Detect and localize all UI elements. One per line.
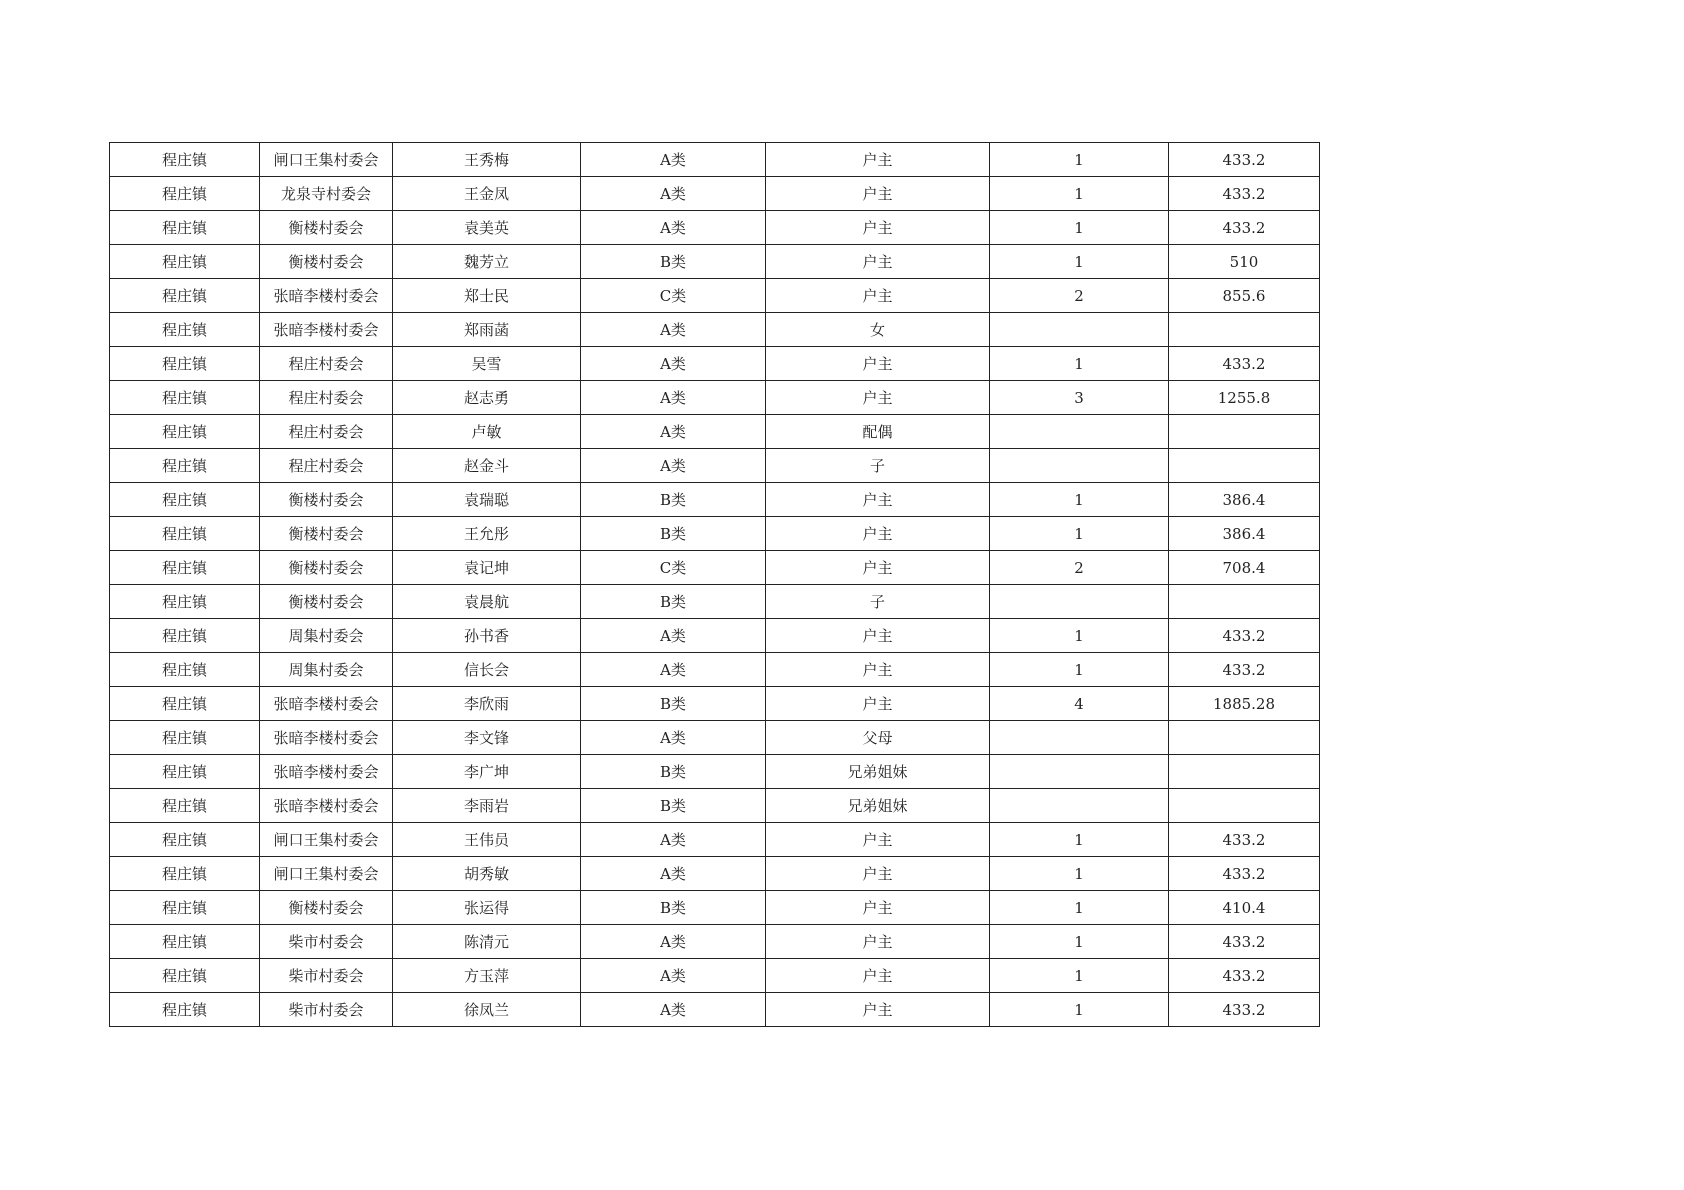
relation-cell: 户主 <box>766 891 990 925</box>
household-count-cell: 1 <box>990 993 1169 1027</box>
relation-cell: 子 <box>766 449 990 483</box>
amount-cell: 433.2 <box>1169 653 1320 687</box>
table-row <box>110 279 1320 313</box>
amount-cell: 433.2 <box>1169 619 1320 653</box>
table-row <box>110 925 1320 959</box>
town-cell: 程庄镇 <box>110 653 260 687</box>
household-count-cell: 2 <box>990 551 1169 585</box>
town-cell: 程庄镇 <box>110 347 260 381</box>
name-cell: 徐凤兰 <box>393 993 581 1027</box>
village-cell: 柴市村委会 <box>260 959 393 993</box>
table-row <box>110 415 1320 449</box>
town-cell: 程庄镇 <box>110 857 260 891</box>
table-row <box>110 721 1320 755</box>
village-cell: 衡楼村委会 <box>260 211 393 245</box>
name-cell: 王秀梅 <box>393 143 581 177</box>
town-cell: 程庄镇 <box>110 483 260 517</box>
amount-cell: 433.2 <box>1169 211 1320 245</box>
category-cell: B类 <box>581 755 766 789</box>
town-cell: 程庄镇 <box>110 313 260 347</box>
household-count-cell: 1 <box>990 857 1169 891</box>
relation-cell: 户主 <box>766 279 990 313</box>
amount-cell: 433.2 <box>1169 857 1320 891</box>
name-cell: 胡秀敏 <box>393 857 581 891</box>
table-row <box>110 687 1320 721</box>
name-cell: 吴雪 <box>393 347 581 381</box>
name-cell: 卢敏 <box>393 415 581 449</box>
name-cell: 王伟员 <box>393 823 581 857</box>
relation-cell: 户主 <box>766 143 990 177</box>
amount-cell <box>1169 755 1320 789</box>
table-row <box>110 959 1320 993</box>
relation-cell: 户主 <box>766 993 990 1027</box>
table-row <box>110 177 1320 211</box>
household-count-cell <box>990 313 1169 347</box>
relation-cell: 户主 <box>766 517 990 551</box>
name-cell: 赵金斗 <box>393 449 581 483</box>
table-row <box>110 551 1320 585</box>
amount-cell <box>1169 313 1320 347</box>
amount-cell <box>1169 449 1320 483</box>
relation-cell: 户主 <box>766 211 990 245</box>
category-cell: C类 <box>581 551 766 585</box>
village-cell: 程庄村委会 <box>260 415 393 449</box>
village-cell: 衡楼村委会 <box>260 551 393 585</box>
town-cell: 程庄镇 <box>110 721 260 755</box>
category-cell: C类 <box>581 279 766 313</box>
name-cell: 陈清元 <box>393 925 581 959</box>
relation-cell: 户主 <box>766 653 990 687</box>
relation-cell: 户主 <box>766 347 990 381</box>
village-cell: 衡楼村委会 <box>260 517 393 551</box>
table-row <box>110 483 1320 517</box>
relation-cell: 父母 <box>766 721 990 755</box>
category-cell: A类 <box>581 313 766 347</box>
town-cell: 程庄镇 <box>110 517 260 551</box>
name-cell: 李广坤 <box>393 755 581 789</box>
amount-cell: 433.2 <box>1169 925 1320 959</box>
category-cell: A类 <box>581 993 766 1027</box>
table-row <box>110 993 1320 1027</box>
category-cell: B类 <box>581 483 766 517</box>
household-count-cell <box>990 789 1169 823</box>
amount-cell: 386.4 <box>1169 517 1320 551</box>
amount-cell: 433.2 <box>1169 993 1320 1027</box>
table-row <box>110 619 1320 653</box>
household-count-cell: 1 <box>990 245 1169 279</box>
category-cell: A类 <box>581 925 766 959</box>
category-cell: A类 <box>581 177 766 211</box>
amount-cell: 433.2 <box>1169 959 1320 993</box>
category-cell: B类 <box>581 789 766 823</box>
data-table <box>109 142 1320 1027</box>
table-row <box>110 347 1320 381</box>
name-cell: 袁美英 <box>393 211 581 245</box>
table-row <box>110 891 1320 925</box>
village-cell: 周集村委会 <box>260 619 393 653</box>
relation-cell: 子 <box>766 585 990 619</box>
town-cell: 程庄镇 <box>110 925 260 959</box>
table-row <box>110 143 1320 177</box>
village-cell: 闸口王集村委会 <box>260 143 393 177</box>
table-row <box>110 245 1320 279</box>
amount-cell: 510 <box>1169 245 1320 279</box>
village-cell: 龙泉寺村委会 <box>260 177 393 211</box>
relation-cell: 户主 <box>766 177 990 211</box>
table-row <box>110 585 1320 619</box>
town-cell: 程庄镇 <box>110 755 260 789</box>
name-cell: 郑士民 <box>393 279 581 313</box>
amount-cell: 1255.8 <box>1169 381 1320 415</box>
town-cell: 程庄镇 <box>110 823 260 857</box>
household-count-cell: 3 <box>990 381 1169 415</box>
town-cell: 程庄镇 <box>110 381 260 415</box>
table-row <box>110 823 1320 857</box>
household-count-cell: 1 <box>990 143 1169 177</box>
table-row <box>110 653 1320 687</box>
category-cell: B类 <box>581 687 766 721</box>
village-cell: 张暗李楼村委会 <box>260 721 393 755</box>
table-row <box>110 517 1320 551</box>
relation-cell: 兄弟姐妹 <box>766 789 990 823</box>
relation-cell: 户主 <box>766 483 990 517</box>
name-cell: 袁晨航 <box>393 585 581 619</box>
village-cell: 衡楼村委会 <box>260 585 393 619</box>
town-cell: 程庄镇 <box>110 449 260 483</box>
name-cell: 袁记坤 <box>393 551 581 585</box>
town-cell: 程庄镇 <box>110 959 260 993</box>
amount-cell: 433.2 <box>1169 823 1320 857</box>
village-cell: 张暗李楼村委会 <box>260 313 393 347</box>
relation-cell: 户主 <box>766 381 990 415</box>
village-cell: 程庄村委会 <box>260 381 393 415</box>
relation-cell: 户主 <box>766 687 990 721</box>
category-cell: B类 <box>581 245 766 279</box>
village-cell: 衡楼村委会 <box>260 483 393 517</box>
table-row <box>110 789 1320 823</box>
amount-cell: 433.2 <box>1169 177 1320 211</box>
household-count-cell: 1 <box>990 891 1169 925</box>
village-cell: 张暗李楼村委会 <box>260 789 393 823</box>
amount-cell: 433.2 <box>1169 143 1320 177</box>
category-cell: A类 <box>581 857 766 891</box>
town-cell: 程庄镇 <box>110 789 260 823</box>
relation-cell: 户主 <box>766 857 990 891</box>
household-count-cell: 1 <box>990 347 1169 381</box>
name-cell: 信长会 <box>393 653 581 687</box>
village-cell: 柴市村委会 <box>260 993 393 1027</box>
relation-cell: 户主 <box>766 823 990 857</box>
relation-cell: 户主 <box>766 959 990 993</box>
category-cell: A类 <box>581 211 766 245</box>
category-cell: A类 <box>581 653 766 687</box>
household-count-cell: 1 <box>990 959 1169 993</box>
category-cell: B类 <box>581 585 766 619</box>
village-cell: 程庄村委会 <box>260 347 393 381</box>
household-count-cell: 1 <box>990 925 1169 959</box>
village-cell: 张暗李楼村委会 <box>260 279 393 313</box>
household-count-cell: 1 <box>990 653 1169 687</box>
category-cell: A类 <box>581 823 766 857</box>
category-cell: A类 <box>581 619 766 653</box>
village-cell: 衡楼村委会 <box>260 245 393 279</box>
village-cell: 程庄村委会 <box>260 449 393 483</box>
category-cell: B类 <box>581 891 766 925</box>
relation-cell: 配偶 <box>766 415 990 449</box>
town-cell: 程庄镇 <box>110 279 260 313</box>
household-count-cell: 1 <box>990 483 1169 517</box>
amount-cell: 855.6 <box>1169 279 1320 313</box>
category-cell: B类 <box>581 517 766 551</box>
town-cell: 程庄镇 <box>110 619 260 653</box>
village-cell: 张暗李楼村委会 <box>260 687 393 721</box>
household-count-cell <box>990 415 1169 449</box>
name-cell: 赵志勇 <box>393 381 581 415</box>
village-cell: 闸口王集村委会 <box>260 823 393 857</box>
household-count-cell: 4 <box>990 687 1169 721</box>
household-count-cell <box>990 755 1169 789</box>
name-cell: 李文锋 <box>393 721 581 755</box>
household-count-cell: 1 <box>990 823 1169 857</box>
name-cell: 魏芳立 <box>393 245 581 279</box>
town-cell: 程庄镇 <box>110 687 260 721</box>
household-count-cell <box>990 449 1169 483</box>
village-cell: 衡楼村委会 <box>260 891 393 925</box>
town-cell: 程庄镇 <box>110 211 260 245</box>
name-cell: 孙书香 <box>393 619 581 653</box>
table-body <box>110 143 1320 1027</box>
amount-cell <box>1169 415 1320 449</box>
name-cell: 李雨岩 <box>393 789 581 823</box>
category-cell: A类 <box>581 143 766 177</box>
village-cell: 周集村委会 <box>260 653 393 687</box>
table-row <box>110 313 1320 347</box>
category-cell: A类 <box>581 347 766 381</box>
amount-cell <box>1169 721 1320 755</box>
household-count-cell: 1 <box>990 619 1169 653</box>
amount-cell <box>1169 789 1320 823</box>
relation-cell: 兄弟姐妹 <box>766 755 990 789</box>
amount-cell: 433.2 <box>1169 347 1320 381</box>
category-cell: A类 <box>581 449 766 483</box>
amount-cell <box>1169 585 1320 619</box>
village-cell: 张暗李楼村委会 <box>260 755 393 789</box>
town-cell: 程庄镇 <box>110 993 260 1027</box>
amount-cell: 1885.28 <box>1169 687 1320 721</box>
relation-cell: 户主 <box>766 925 990 959</box>
household-count-cell <box>990 721 1169 755</box>
name-cell: 方玉萍 <box>393 959 581 993</box>
table-row <box>110 211 1320 245</box>
town-cell: 程庄镇 <box>110 415 260 449</box>
name-cell: 王允彤 <box>393 517 581 551</box>
town-cell: 程庄镇 <box>110 245 260 279</box>
household-count-cell: 2 <box>990 279 1169 313</box>
village-cell: 闸口王集村委会 <box>260 857 393 891</box>
relation-cell: 女 <box>766 313 990 347</box>
table-row <box>110 755 1320 789</box>
name-cell: 张运得 <box>393 891 581 925</box>
village-cell: 柴市村委会 <box>260 925 393 959</box>
relation-cell: 户主 <box>766 245 990 279</box>
town-cell: 程庄镇 <box>110 143 260 177</box>
category-cell: A类 <box>581 415 766 449</box>
town-cell: 程庄镇 <box>110 551 260 585</box>
name-cell: 王金凤 <box>393 177 581 211</box>
amount-cell: 386.4 <box>1169 483 1320 517</box>
name-cell: 袁瑞聪 <box>393 483 581 517</box>
household-count-cell <box>990 585 1169 619</box>
table-row <box>110 857 1320 891</box>
name-cell: 郑雨菡 <box>393 313 581 347</box>
household-count-cell: 1 <box>990 517 1169 551</box>
amount-cell: 708.4 <box>1169 551 1320 585</box>
amount-cell: 410.4 <box>1169 891 1320 925</box>
category-cell: A类 <box>581 959 766 993</box>
household-count-cell: 1 <box>990 211 1169 245</box>
relation-cell: 户主 <box>766 551 990 585</box>
category-cell: A类 <box>581 721 766 755</box>
town-cell: 程庄镇 <box>110 891 260 925</box>
table-row <box>110 449 1320 483</box>
relation-cell: 户主 <box>766 619 990 653</box>
category-cell: A类 <box>581 381 766 415</box>
town-cell: 程庄镇 <box>110 585 260 619</box>
name-cell: 李欣雨 <box>393 687 581 721</box>
town-cell: 程庄镇 <box>110 177 260 211</box>
table-row <box>110 381 1320 415</box>
household-count-cell: 1 <box>990 177 1169 211</box>
